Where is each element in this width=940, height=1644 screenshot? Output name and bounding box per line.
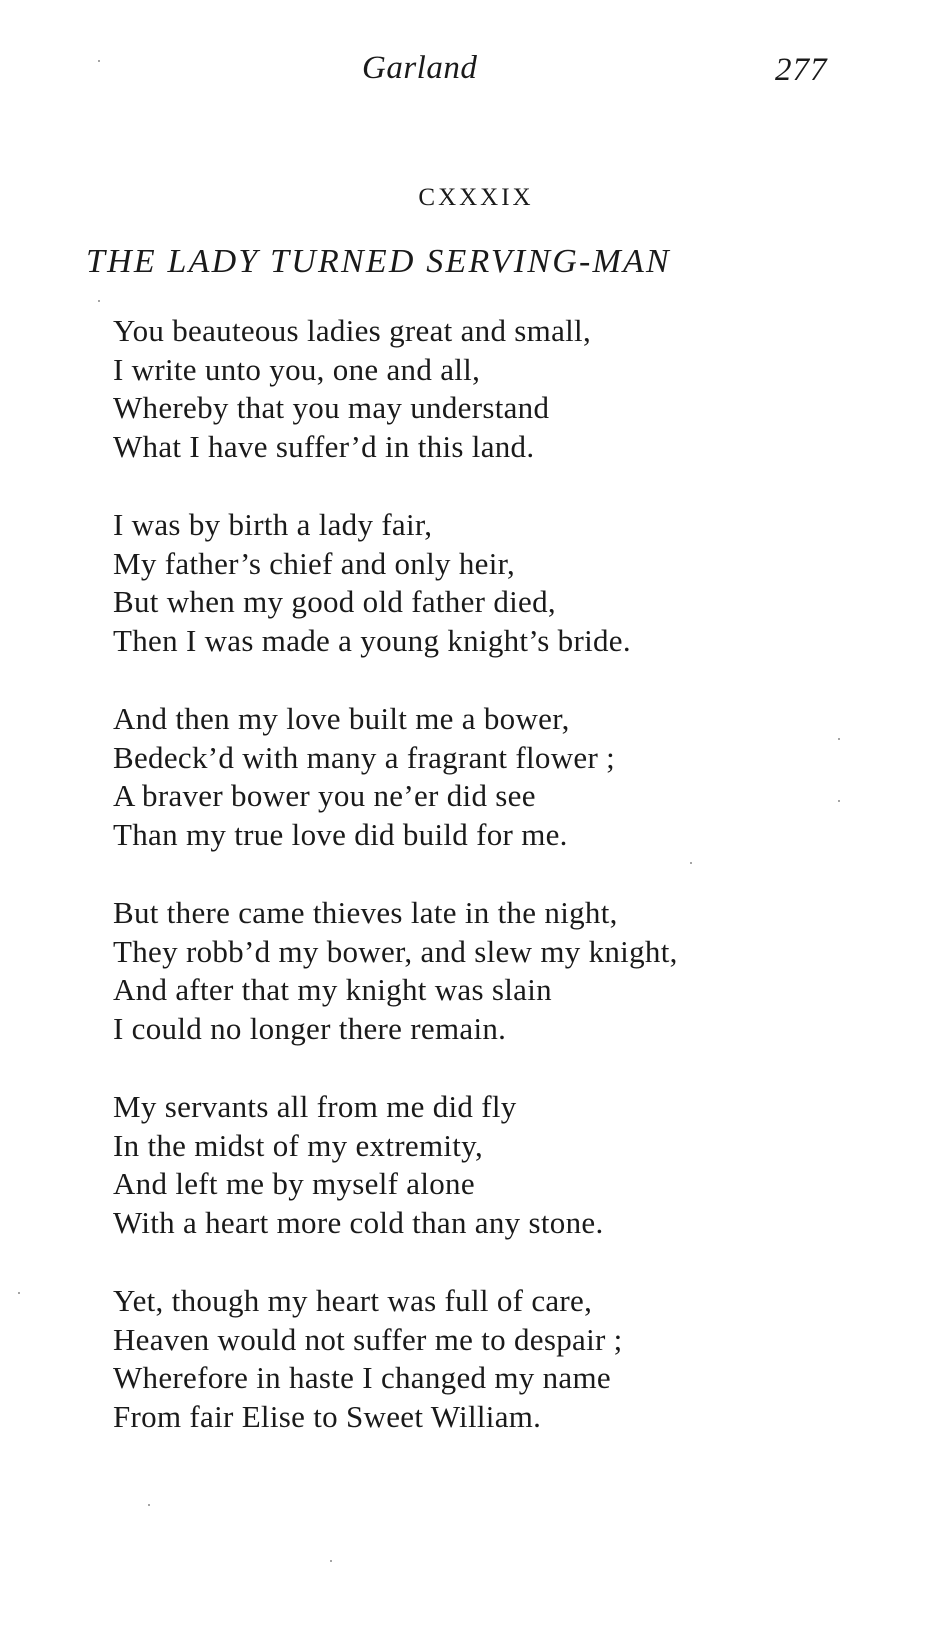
poem-line: I was by birth a lady fair, [113,507,433,542]
running-head [0,50,940,94]
stanza [113,1088,913,1242]
poem-line: And left me by myself alone [113,1166,475,1201]
poem-line: Wherefore in haste I changed my name [113,1360,611,1395]
poem-body [113,312,913,1476]
poem-line: Then I was made a young knight’s bride. [113,622,631,658]
poem-line: And after that my knight was slain [113,972,552,1007]
poem-line: Whereby that you may understand [113,390,550,425]
poem-line: Bedeck’d with many a fragrant flower ; [113,739,616,775]
poem-line: A braver bower you ne’er did see [113,778,536,813]
poem-line: You beauteous ladies great and small, [113,313,592,348]
poem-line: Than my true love did build for me. [113,816,568,852]
scan-speck [690,862,692,864]
poem-line: They robb’d my bower, and slew my knight, [113,933,678,969]
poem-line: My father’s chief and only heir, [113,545,516,581]
poem-number: CXXXIX [418,184,534,211]
running-title: Garland [362,50,478,86]
poem-line: But there came thieves late in the night, [113,895,618,930]
poem-line: With a heart more cold than any stone. [113,1204,604,1240]
poem-line: But when my good old father died, [113,584,556,619]
scan-speck [838,800,840,802]
poem-line: My servants all from me did fly [113,1089,517,1124]
poem-line: What I have suffer’d in this land. [113,428,535,464]
poem-line: Yet, though my heart was full of care, [113,1283,593,1318]
poem-line: In the midst of my extremity, [113,1127,484,1163]
scan-speck [838,738,840,740]
page-number: 277 [775,52,828,88]
poem-line: I could no longer there remain. [113,1010,507,1046]
stanza [113,894,913,1048]
poem-line: I write unto you, one and all, [113,351,481,387]
poem-title: THE LADY TURNED SERVING-MAN [86,243,671,280]
scan-speck [330,1560,332,1562]
scan-speck [18,1292,20,1294]
scan-speck [98,300,100,302]
stanza [113,506,913,660]
poem-line: From fair Elise to Sweet William. [113,1398,542,1434]
stanza [113,700,913,854]
poem-line: Heaven would not suffer me to despair ; [113,1321,623,1357]
scan-speck [98,60,100,62]
stanza [113,1282,913,1436]
stanza [113,312,913,466]
poem-line: And then my love built me a bower, [113,701,570,736]
scan-speck [148,1504,150,1506]
